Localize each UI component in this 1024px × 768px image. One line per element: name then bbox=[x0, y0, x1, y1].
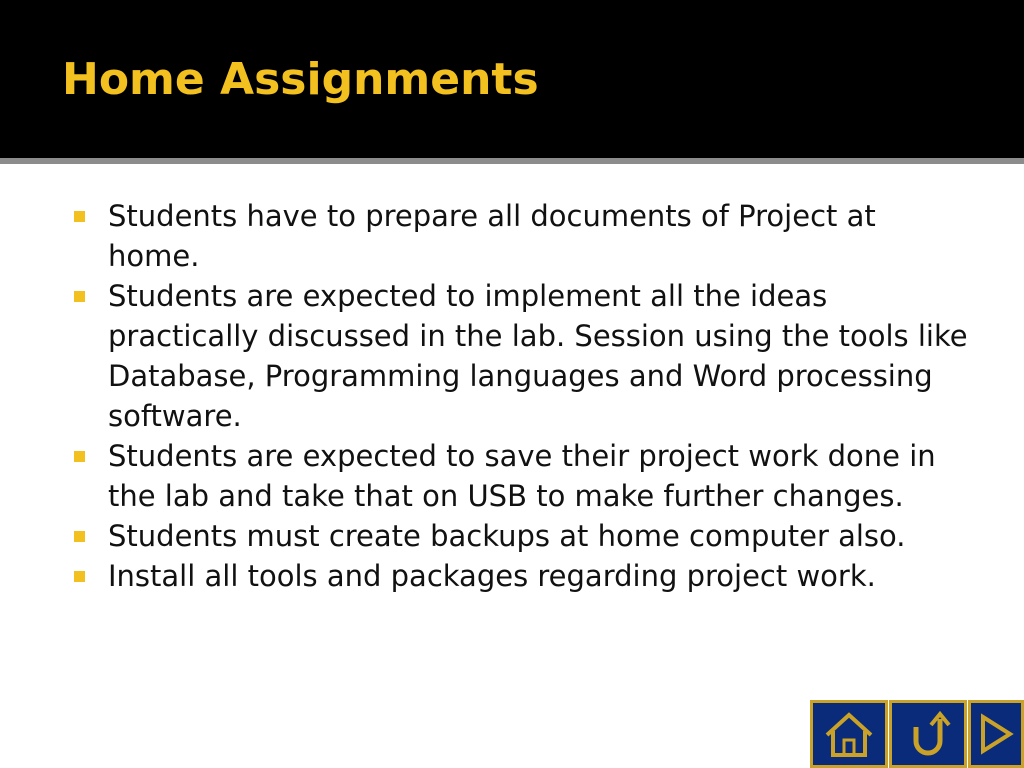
bullet-text: Students are expected to save their project work done in the lab and take that on USB to make further changes. bbox=[108, 439, 936, 513]
bullet-text: Install all tools and packages regarding project work. bbox=[108, 559, 876, 593]
bullet-item bbox=[74, 436, 974, 516]
bullet-list bbox=[74, 196, 974, 596]
bullet-square-icon bbox=[74, 571, 85, 582]
next-icon bbox=[977, 712, 1015, 756]
return-icon bbox=[904, 709, 952, 759]
home-icon bbox=[822, 709, 876, 759]
bullet-item bbox=[74, 516, 974, 556]
bullet-square-icon bbox=[74, 291, 85, 302]
title-bar bbox=[0, 0, 1024, 158]
home-button[interactable] bbox=[810, 700, 888, 768]
next-button[interactable] bbox=[968, 700, 1024, 768]
bullet-item bbox=[74, 556, 974, 596]
bullet-item bbox=[74, 276, 974, 436]
bullet-text: Students are expected to implement all the ideas practically discussed in the lab. Session using the tools like Database, Programming languages and Word processing software. bbox=[108, 279, 968, 433]
bullet-square-icon bbox=[74, 531, 85, 542]
return-button[interactable] bbox=[889, 700, 967, 768]
bullet-item bbox=[74, 196, 974, 276]
bullet-square-icon bbox=[74, 451, 85, 462]
bullet-square-icon bbox=[74, 211, 85, 222]
content-area bbox=[0, 168, 1024, 768]
bullet-text: Students must create backups at home computer also. bbox=[108, 519, 906, 553]
bullet-text: Students have to prepare all documents of Project at home. bbox=[108, 199, 876, 273]
slide-title: Home Assignments bbox=[62, 54, 539, 105]
